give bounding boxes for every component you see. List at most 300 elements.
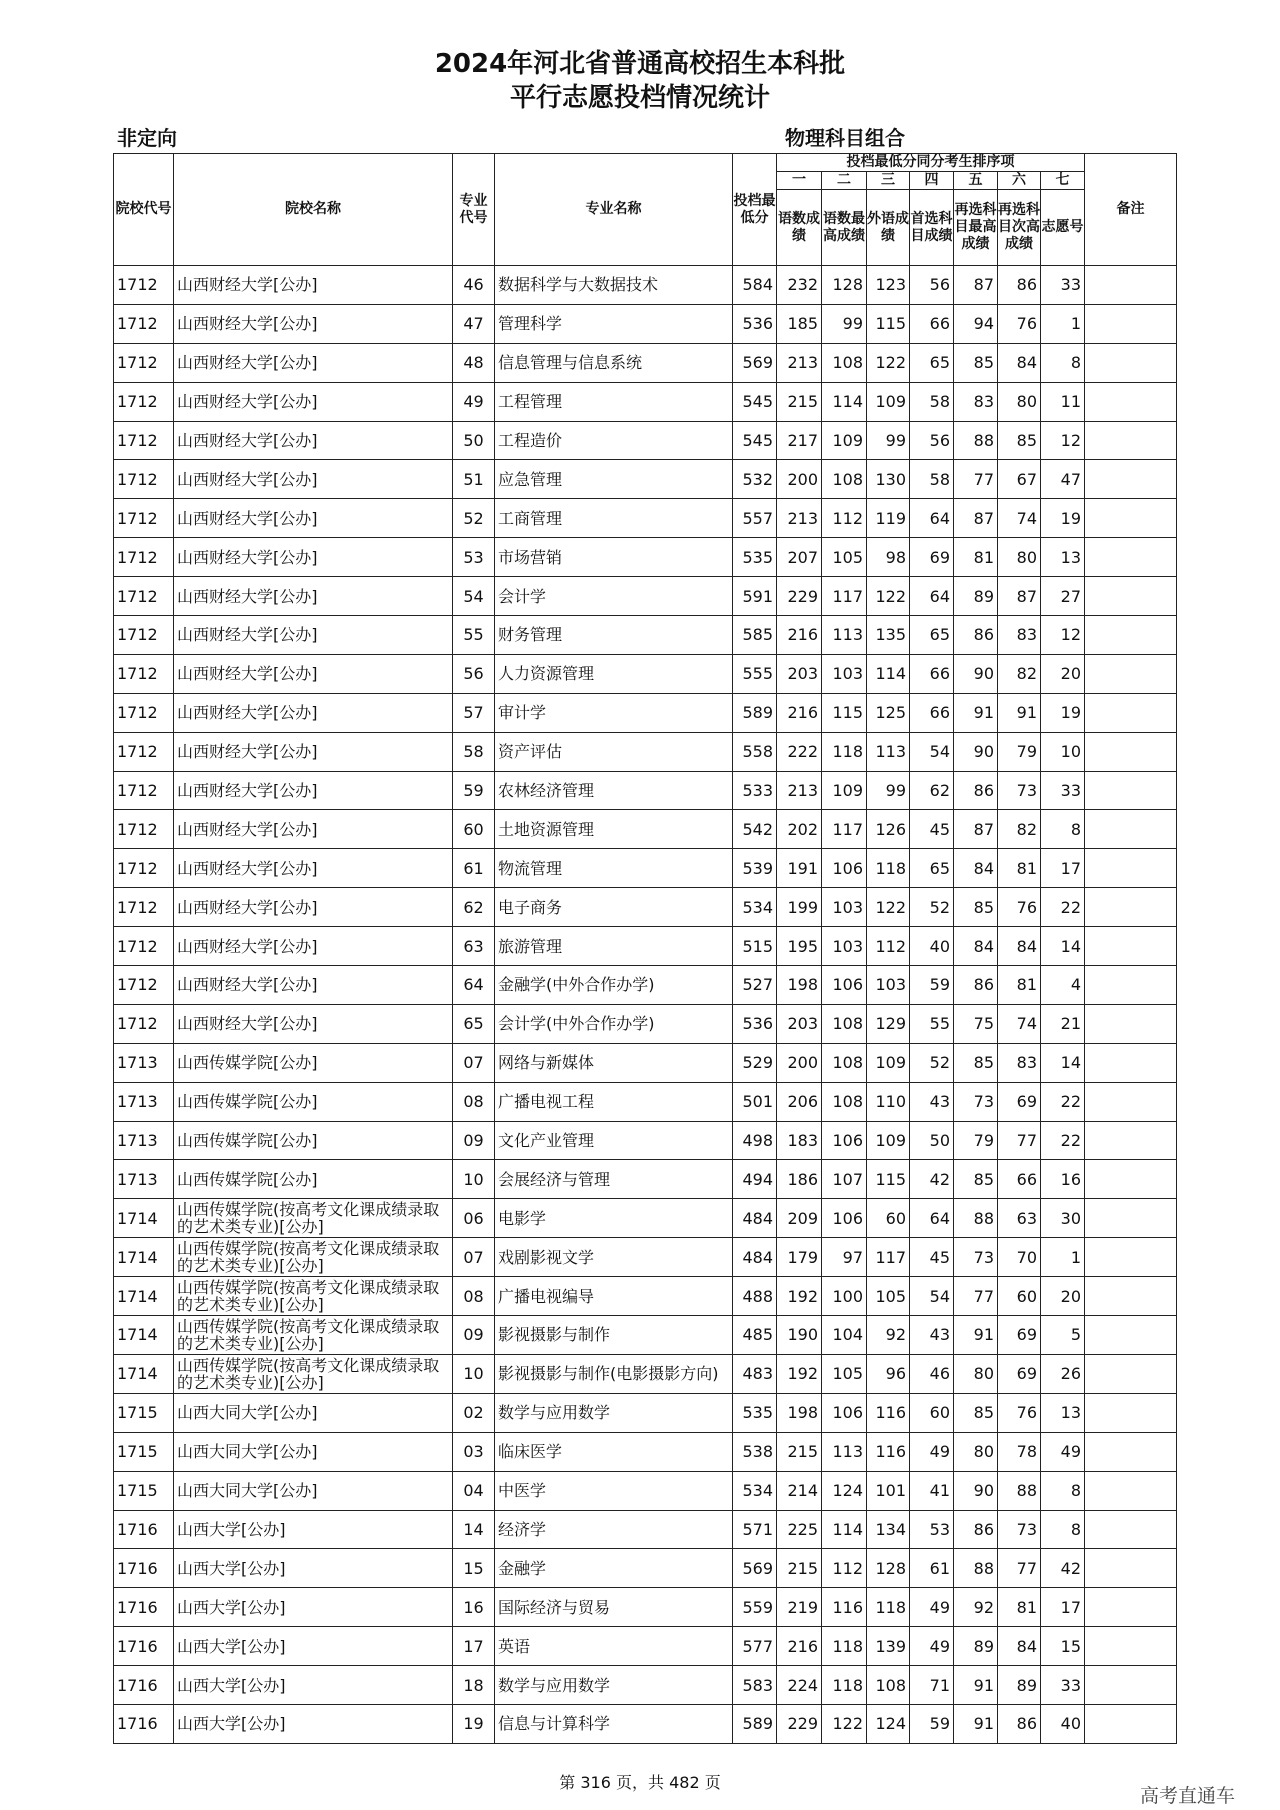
cell-chinese-math-score: 186: [777, 1160, 822, 1199]
table-row: [114, 888, 1177, 927]
cell-school-code: 1712: [114, 382, 174, 421]
table-row: [114, 616, 1177, 655]
document-subtitle: 平行志愿投档情况统计: [509, 83, 770, 113]
cell-chinese-math-score: 203: [777, 654, 822, 693]
cell-school-code: 1712: [114, 460, 174, 499]
header-first-subject-score: 首选科目成绩: [910, 190, 954, 266]
cell-elective-highest: 86: [954, 966, 998, 1005]
cell-elective-highest: 85: [954, 1393, 998, 1432]
cell-preference-number: 20: [1041, 1277, 1085, 1316]
cell-chinese-math-max: 99: [822, 304, 867, 343]
table-row: [114, 927, 1177, 966]
cell-elective-second: 76: [998, 304, 1041, 343]
cell-min-score: 577: [733, 1627, 777, 1666]
cell-first-subject-score: 65: [910, 616, 954, 655]
cell-remark: [1085, 616, 1177, 655]
cell-foreign-language-score: 130: [867, 460, 910, 499]
cell-elective-second: 80: [998, 382, 1041, 421]
cell-elective-highest: 86: [954, 1510, 998, 1549]
header-order-1: 一: [777, 172, 822, 190]
header-elective-second: 再选科目次高成绩: [998, 190, 1041, 266]
cell-chinese-math-score: 215: [777, 1549, 822, 1588]
cell-foreign-language-score: 105: [867, 1277, 910, 1316]
cell-school-name: 山西财经大学[公办]: [174, 654, 453, 693]
header-tiebreak-group: 投档最低分同分考生排序项: [777, 154, 1085, 172]
cell-first-subject-score: 49: [910, 1627, 954, 1666]
cell-chinese-math-score: 219: [777, 1588, 822, 1627]
cell-foreign-language-score: 109: [867, 1043, 910, 1082]
cell-major-code: 50: [453, 421, 495, 460]
cell-preference-number: 8: [1041, 810, 1085, 849]
cell-chinese-math-max: 103: [822, 888, 867, 927]
cell-elective-highest: 87: [954, 810, 998, 849]
cell-preference-number: 19: [1041, 499, 1085, 538]
cell-school-code: 1712: [114, 966, 174, 1005]
cell-foreign-language-score: 96: [867, 1354, 910, 1393]
cell-major-name: 应急管理: [495, 460, 733, 499]
cell-school-name: 山西财经大学[公办]: [174, 577, 453, 616]
cell-first-subject-score: 53: [910, 1510, 954, 1549]
cell-major-name: 信息与计算科学: [495, 1704, 733, 1743]
cell-first-subject-score: 66: [910, 654, 954, 693]
table-row: [114, 304, 1177, 343]
cell-first-subject-score: 54: [910, 1277, 954, 1316]
cell-major-name: 会展经济与管理: [495, 1160, 733, 1199]
table-row: [114, 1082, 1177, 1121]
cell-major-code: 64: [453, 966, 495, 1005]
cell-first-subject-score: 60: [910, 1393, 954, 1432]
cell-chinese-math-score: 224: [777, 1666, 822, 1705]
cell-elective-second: 78: [998, 1432, 1041, 1471]
cell-remark: [1085, 693, 1177, 732]
cell-elective-second: 69: [998, 1354, 1041, 1393]
cell-school-name: 山西财经大学[公办]: [174, 966, 453, 1005]
table-row: [114, 421, 1177, 460]
cell-major-name: 网络与新媒体: [495, 1043, 733, 1082]
cell-chinese-math-score: 206: [777, 1082, 822, 1121]
table-row: [114, 1316, 1177, 1355]
cell-preference-number: 8: [1041, 1471, 1085, 1510]
cell-min-score: 583: [733, 1666, 777, 1705]
cell-chinese-math-max: 122: [822, 1704, 867, 1743]
cell-elective-highest: 88: [954, 421, 998, 460]
cell-major-code: 03: [453, 1432, 495, 1471]
cell-preference-number: 42: [1041, 1549, 1085, 1588]
table-row: [114, 966, 1177, 1005]
cell-elective-second: 88: [998, 1471, 1041, 1510]
cell-elective-highest: 90: [954, 654, 998, 693]
cell-preference-number: 17: [1041, 849, 1085, 888]
table-row: [114, 1238, 1177, 1277]
cell-foreign-language-score: 60: [867, 1199, 910, 1238]
header-preference-number: 志愿号: [1041, 190, 1085, 266]
cell-min-score: 534: [733, 888, 777, 927]
cell-major-name: 影视摄影与制作(电影摄影方向): [495, 1354, 733, 1393]
cell-preference-number: 22: [1041, 1082, 1085, 1121]
cell-min-score: 585: [733, 616, 777, 655]
cell-major-name: 国际经济与贸易: [495, 1588, 733, 1627]
cell-school-code: 1712: [114, 421, 174, 460]
cell-first-subject-score: 65: [910, 849, 954, 888]
cell-remark: [1085, 1549, 1177, 1588]
cell-remark: [1085, 1238, 1177, 1277]
cell-remark: [1085, 966, 1177, 1005]
watermark: 高考直通车: [1140, 1785, 1236, 1807]
cell-major-name: 工程造价: [495, 421, 733, 460]
cell-elective-highest: 73: [954, 1082, 998, 1121]
cell-min-score: 535: [733, 538, 777, 577]
cell-major-name: 人力资源管理: [495, 654, 733, 693]
page-footer: 第 316 页，共 482 页: [559, 1773, 721, 1792]
cell-elective-second: 84: [998, 927, 1041, 966]
cell-remark: [1085, 499, 1177, 538]
cell-first-subject-score: 69: [910, 538, 954, 577]
cell-elective-second: 66: [998, 1160, 1041, 1199]
table-row: [114, 1471, 1177, 1510]
cell-chinese-math-score: 215: [777, 382, 822, 421]
cell-school-code: 1712: [114, 693, 174, 732]
cell-major-code: 06: [453, 1199, 495, 1238]
cell-elective-second: 91: [998, 693, 1041, 732]
cell-chinese-math-score: 179: [777, 1238, 822, 1277]
cell-elective-highest: 77: [954, 1277, 998, 1316]
cell-foreign-language-score: 101: [867, 1471, 910, 1510]
cell-major-code: 17: [453, 1627, 495, 1666]
cell-first-subject-score: 58: [910, 460, 954, 499]
cell-chinese-math-score: 229: [777, 1704, 822, 1743]
cell-min-score: 569: [733, 343, 777, 382]
cell-elective-highest: 85: [954, 343, 998, 382]
cell-elective-second: 67: [998, 460, 1041, 499]
cell-major-code: 14: [453, 1510, 495, 1549]
cell-major-name: 管理科学: [495, 304, 733, 343]
cell-major-code: 16: [453, 1588, 495, 1627]
table-row: [114, 693, 1177, 732]
table-row: [114, 1393, 1177, 1432]
header-chinese-math-max: 语数最高成绩: [822, 190, 867, 266]
cell-major-name: 影视摄影与制作: [495, 1316, 733, 1355]
cell-chinese-math-score: 199: [777, 888, 822, 927]
cell-school-name: 山西财经大学[公办]: [174, 810, 453, 849]
header-major-name: 专业名称: [495, 154, 733, 266]
cell-preference-number: 17: [1041, 1588, 1085, 1627]
cell-min-score: 483: [733, 1354, 777, 1393]
cell-major-code: 52: [453, 499, 495, 538]
cell-school-name: 山西大同大学[公办]: [174, 1471, 453, 1510]
cell-school-code: 1712: [114, 577, 174, 616]
cell-chinese-math-max: 117: [822, 810, 867, 849]
cell-elective-highest: 92: [954, 1588, 998, 1627]
table-row: [114, 1549, 1177, 1588]
cell-foreign-language-score: 118: [867, 1588, 910, 1627]
cell-elective-second: 81: [998, 1588, 1041, 1627]
cell-foreign-language-score: 98: [867, 538, 910, 577]
cell-preference-number: 49: [1041, 1432, 1085, 1471]
cell-chinese-math-score: 198: [777, 1393, 822, 1432]
cell-major-code: 19: [453, 1704, 495, 1743]
cell-remark: [1085, 343, 1177, 382]
cell-remark: [1085, 1432, 1177, 1471]
cell-school-name: 山西传媒学院[公办]: [174, 1121, 453, 1160]
cell-elective-highest: 91: [954, 1704, 998, 1743]
cell-major-name: 数学与应用数学: [495, 1666, 733, 1705]
cell-min-score: 533: [733, 771, 777, 810]
cell-min-score: 529: [733, 1043, 777, 1082]
header-order-4: 四: [910, 172, 954, 190]
cell-min-score: 589: [733, 693, 777, 732]
cell-chinese-math-score: 216: [777, 616, 822, 655]
cell-preference-number: 1: [1041, 1238, 1085, 1277]
cell-chinese-math-score: 217: [777, 421, 822, 460]
cell-school-code: 1715: [114, 1432, 174, 1471]
header-elective-highest: 再选科目最高成绩: [954, 190, 998, 266]
cell-elective-second: 83: [998, 616, 1041, 655]
cell-min-score: 535: [733, 1393, 777, 1432]
header-order-5: 五: [954, 172, 998, 190]
cell-first-subject-score: 66: [910, 693, 954, 732]
cell-school-name: 山西财经大学[公办]: [174, 732, 453, 771]
cell-major-name: 中医学: [495, 1471, 733, 1510]
header-order-3: 三: [867, 172, 910, 190]
cell-elective-second: 76: [998, 888, 1041, 927]
cell-school-code: 1716: [114, 1704, 174, 1743]
cell-school-code: 1712: [114, 266, 174, 305]
cell-foreign-language-score: 134: [867, 1510, 910, 1549]
cell-first-subject-score: 64: [910, 1199, 954, 1238]
cell-major-name: 金融学(中外合作办学): [495, 966, 733, 1005]
cell-elective-highest: 87: [954, 499, 998, 538]
cell-major-code: 55: [453, 616, 495, 655]
table-row: [114, 1121, 1177, 1160]
cell-school-name: 山西大学[公办]: [174, 1627, 453, 1666]
cell-school-code: 1715: [114, 1471, 174, 1510]
cell-elective-highest: 89: [954, 1627, 998, 1666]
cell-major-code: 63: [453, 927, 495, 966]
cell-min-score: 545: [733, 382, 777, 421]
cell-chinese-math-score: 200: [777, 1043, 822, 1082]
cell-first-subject-score: 42: [910, 1160, 954, 1199]
cell-remark: [1085, 771, 1177, 810]
cell-remark: [1085, 1666, 1177, 1705]
cell-min-score: 571: [733, 1510, 777, 1549]
cell-major-name: 英语: [495, 1627, 733, 1666]
cell-foreign-language-score: 135: [867, 616, 910, 655]
cell-chinese-math-max: 108: [822, 1043, 867, 1082]
subject-combination-label: 物理科目组合: [785, 126, 905, 150]
cell-major-name: 戏剧影视文学: [495, 1238, 733, 1277]
cell-major-code: 58: [453, 732, 495, 771]
cell-remark: [1085, 654, 1177, 693]
cell-preference-number: 8: [1041, 1510, 1085, 1549]
cell-school-code: 1712: [114, 343, 174, 382]
table-row: [114, 732, 1177, 771]
cell-chinese-math-max: 118: [822, 1627, 867, 1666]
cell-min-score: 559: [733, 1588, 777, 1627]
cell-foreign-language-score: 112: [867, 927, 910, 966]
cell-preference-number: 26: [1041, 1354, 1085, 1393]
cell-foreign-language-score: 99: [867, 421, 910, 460]
cell-elective-highest: 85: [954, 1160, 998, 1199]
cell-min-score: 558: [733, 732, 777, 771]
cell-elective-second: 76: [998, 1393, 1041, 1432]
cell-first-subject-score: 59: [910, 966, 954, 1005]
cell-chinese-math-score: 225: [777, 1510, 822, 1549]
cell-chinese-math-max: 128: [822, 266, 867, 305]
cell-major-name: 工程管理: [495, 382, 733, 421]
cell-elective-highest: 80: [954, 1354, 998, 1393]
cell-school-code: 1714: [114, 1316, 174, 1355]
cell-min-score: 527: [733, 966, 777, 1005]
cell-min-score: 536: [733, 304, 777, 343]
cell-first-subject-score: 54: [910, 732, 954, 771]
cell-min-score: 485: [733, 1316, 777, 1355]
cell-preference-number: 47: [1041, 460, 1085, 499]
cell-chinese-math-max: 108: [822, 1082, 867, 1121]
cell-first-subject-score: 52: [910, 888, 954, 927]
table-row: [114, 1043, 1177, 1082]
cell-min-score: 591: [733, 577, 777, 616]
cell-major-name: 金融学: [495, 1549, 733, 1588]
cell-school-name: 山西财经大学[公办]: [174, 460, 453, 499]
cell-chinese-math-score: 191: [777, 849, 822, 888]
cell-preference-number: 40: [1041, 1704, 1085, 1743]
cell-chinese-math-max: 109: [822, 421, 867, 460]
header-major-code: 专业代号: [453, 154, 495, 266]
cell-min-score: 501: [733, 1082, 777, 1121]
table-row: [114, 1277, 1177, 1316]
cell-major-name: 财务管理: [495, 616, 733, 655]
table-row: [114, 1432, 1177, 1471]
cell-first-subject-score: 56: [910, 421, 954, 460]
cell-preference-number: 14: [1041, 1043, 1085, 1082]
cell-school-code: 1713: [114, 1082, 174, 1121]
cell-chinese-math-max: 118: [822, 1666, 867, 1705]
cell-chinese-math-max: 117: [822, 577, 867, 616]
cell-chinese-math-score: 215: [777, 1432, 822, 1471]
cell-preference-number: 16: [1041, 1160, 1085, 1199]
cell-foreign-language-score: 114: [867, 654, 910, 693]
cell-chinese-math-max: 112: [822, 1549, 867, 1588]
header-foreign-language-score: 外语成绩: [867, 190, 910, 266]
cell-major-name: 广播电视工程: [495, 1082, 733, 1121]
cell-school-code: 1714: [114, 1238, 174, 1277]
cell-elective-second: 77: [998, 1121, 1041, 1160]
cell-chinese-math-max: 114: [822, 382, 867, 421]
cell-school-name: 山西财经大学[公办]: [174, 304, 453, 343]
cell-elective-highest: 88: [954, 1549, 998, 1588]
cell-chinese-math-score: 185: [777, 304, 822, 343]
cell-school-code: 1713: [114, 1160, 174, 1199]
cell-chinese-math-score: 216: [777, 1627, 822, 1666]
cell-chinese-math-max: 105: [822, 1354, 867, 1393]
cell-remark: [1085, 1704, 1177, 1743]
cell-first-subject-score: 55: [910, 1004, 954, 1043]
cell-chinese-math-max: 97: [822, 1238, 867, 1277]
cell-major-name: 会计学: [495, 577, 733, 616]
table-row: [114, 1510, 1177, 1549]
cell-preference-number: 33: [1041, 266, 1085, 305]
cell-foreign-language-score: 116: [867, 1393, 910, 1432]
table-row: [114, 810, 1177, 849]
cell-preference-number: 33: [1041, 771, 1085, 810]
cell-major-code: 46: [453, 266, 495, 305]
cell-min-score: 494: [733, 1160, 777, 1199]
cell-min-score: 532: [733, 460, 777, 499]
table-row: [114, 1004, 1177, 1043]
cell-school-name: 山西传媒学院(按高考文化课成绩录取的艺术类专业)[公办]: [174, 1316, 453, 1355]
cell-first-subject-score: 56: [910, 266, 954, 305]
cell-foreign-language-score: 128: [867, 1549, 910, 1588]
cell-preference-number: 5: [1041, 1316, 1085, 1355]
cell-preference-number: 22: [1041, 888, 1085, 927]
cell-elective-second: 86: [998, 266, 1041, 305]
table-row: [114, 1627, 1177, 1666]
cell-first-subject-score: 65: [910, 343, 954, 382]
cell-chinese-math-max: 106: [822, 849, 867, 888]
cell-foreign-language-score: 103: [867, 966, 910, 1005]
cell-major-name: 旅游管理: [495, 927, 733, 966]
cell-foreign-language-score: 110: [867, 1082, 910, 1121]
cell-elective-highest: 81: [954, 538, 998, 577]
cell-school-code: 1712: [114, 1004, 174, 1043]
cell-major-name: 会计学(中外合作办学): [495, 1004, 733, 1043]
cell-foreign-language-score: 123: [867, 266, 910, 305]
cell-remark: [1085, 1316, 1177, 1355]
cell-preference-number: 12: [1041, 421, 1085, 460]
cell-remark: [1085, 1588, 1177, 1627]
cell-elective-highest: 85: [954, 888, 998, 927]
cell-elective-second: 89: [998, 1666, 1041, 1705]
cell-chinese-math-max: 106: [822, 966, 867, 1005]
cell-school-name: 山西传媒学院(按高考文化课成绩录取的艺术类专业)[公办]: [174, 1199, 453, 1238]
cell-preference-number: 10: [1041, 732, 1085, 771]
cell-elective-second: 80: [998, 538, 1041, 577]
cell-chinese-math-score: 216: [777, 693, 822, 732]
cell-school-name: 山西传媒学院[公办]: [174, 1160, 453, 1199]
cell-min-score: 538: [733, 1432, 777, 1471]
cell-chinese-math-max: 106: [822, 1121, 867, 1160]
cell-elective-highest: 83: [954, 382, 998, 421]
cell-elective-second: 85: [998, 421, 1041, 460]
cell-school-name: 山西传媒学院[公办]: [174, 1043, 453, 1082]
cell-elective-second: 60: [998, 1277, 1041, 1316]
cell-min-score: 584: [733, 266, 777, 305]
cell-major-code: 18: [453, 1666, 495, 1705]
cell-preference-number: 33: [1041, 1666, 1085, 1705]
cell-major-code: 47: [453, 304, 495, 343]
cell-chinese-math-score: 209: [777, 1199, 822, 1238]
cell-chinese-math-max: 106: [822, 1199, 867, 1238]
table-row: [114, 266, 1177, 305]
cell-school-name: 山西大学[公办]: [174, 1510, 453, 1549]
header-order-7: 七: [1041, 172, 1085, 190]
cell-major-code: 54: [453, 577, 495, 616]
table-row: [114, 460, 1177, 499]
cell-major-code: 62: [453, 888, 495, 927]
table-row: [114, 499, 1177, 538]
table-row: [114, 343, 1177, 382]
admission-table: [113, 153, 1177, 1744]
cell-elective-highest: 90: [954, 732, 998, 771]
cell-chinese-math-score: 198: [777, 966, 822, 1005]
cell-school-name: 山西财经大学[公办]: [174, 616, 453, 655]
cell-school-name: 山西财经大学[公办]: [174, 538, 453, 577]
cell-elective-highest: 94: [954, 304, 998, 343]
cell-major-code: 15: [453, 1549, 495, 1588]
header-order-6: 六: [998, 172, 1041, 190]
cell-remark: [1085, 1004, 1177, 1043]
cell-preference-number: 8: [1041, 343, 1085, 382]
